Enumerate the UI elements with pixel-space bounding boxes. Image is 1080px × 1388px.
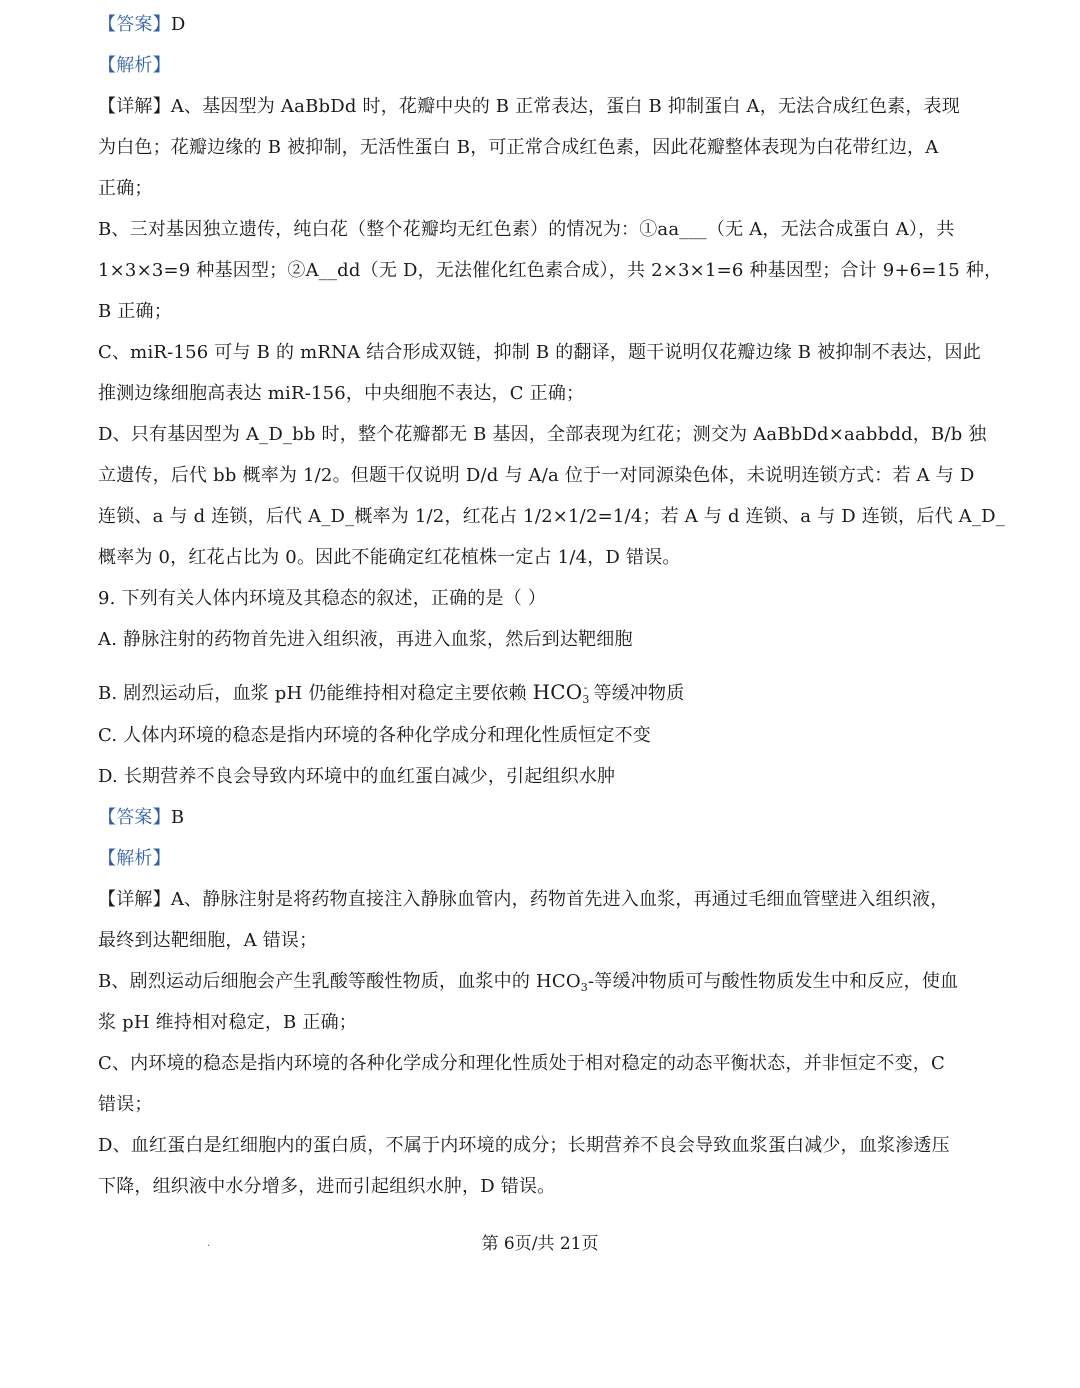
detail-text: C、miR-156 可与 B 的 mRNA 结合形成双链，抑制 B 的翻译，题干说明仅花瓣边缘 B 被抑制不表达，因此 bbox=[98, 342, 981, 363]
detail-text: D、血红蛋白是红细胞内的蛋白质，不属于内环境的成分；长期营养不良会导致血浆蛋白减少，血浆渗透压 bbox=[98, 1135, 950, 1156]
analysis-tag-2: 【解析】 bbox=[98, 848, 171, 869]
detail-tag: 【详解】 bbox=[98, 96, 171, 117]
detail-text: 错误； bbox=[98, 1094, 153, 1115]
detail-text: B、剧烈运动后细胞会产生乳酸等酸性物质，血浆中的 $HCO_3-$等缓冲物质可与酸性物质发生中和反应，使血 bbox=[98, 971, 959, 994]
analysis-tag-1: 【解析】 bbox=[98, 55, 171, 76]
stray-dot: . bbox=[207, 1238, 211, 1249]
detail-text: D、只有基因型为 A_D_bb 时，整个花瓣都无 B 基因，全部表现为红花；测交为 AaBbDd×aabbdd，B/b 独 bbox=[98, 424, 987, 445]
detail-text: B、三对基因独立遗传，纯白花（整个花瓣均无红色素）的情况为：①aa___（无 A，无法合成蛋白 A），共 bbox=[98, 219, 955, 240]
detail-text: 概率为 0，红花占比为 0。因此不能确定红花植株一定占 1/4，D 错误。 bbox=[98, 547, 681, 568]
page-number: 第 6页/共 21页 bbox=[481, 1234, 599, 1254]
detail-text: B 正确； bbox=[98, 301, 172, 322]
detail-text: C、内环境的稳态是指内环境的各种化学成分和理化性质处于相对稳定的动态平衡状态，并非恒定不变，C bbox=[98, 1053, 945, 1074]
detail-line-1: 【详解】A、基因型为 AaBbDd 时，花瓣中央的 B 正常表达，蛋白 B 抑制蛋白 A，无法合成红色素，表现 bbox=[98, 96, 960, 117]
detail-text: 最终到达靶细胞，A 错误； bbox=[98, 930, 318, 951]
answer-value: D bbox=[170, 14, 186, 35]
detail-text: 推测边缘细胞高表达 miR-156，中央细胞不表达，C 正确； bbox=[98, 383, 585, 404]
answer-line-1 bbox=[98, 12, 185, 38]
question-stem: 9. 下列有关人体内环境及其稳态的叙述，正确的是（ ） bbox=[98, 588, 547, 609]
detail-text: 下降，组织液中水分增多，进而引起组织水肿，D 错误。 bbox=[98, 1176, 556, 1197]
answer-line-2: 【答案】B bbox=[98, 807, 185, 828]
detail-text: 浆 pH 维持相对稳定，B 正确； bbox=[98, 1012, 358, 1033]
detail-text: 为白色；花瓣边缘的 B 被抑制，无活性蛋白 B，可正常合成红色素，因此花瓣整体表现为白花带红边，A bbox=[98, 137, 939, 158]
detail-text: 连锁、a 与 d 连锁，后代 A_D_概率为 1/2，红花占 1/2×1/2=1/4；若 A 与 d 连锁、a 与 D 连锁，后代 A_D_ bbox=[98, 506, 1005, 527]
detail-text: 正确； bbox=[98, 178, 153, 199]
detail-line-2: 【详解】A、静脉注射是将药物直接注入静脉血管内，药物首先进入血浆，再通过毛细血管壁进入组织液， bbox=[98, 889, 949, 910]
option-d: D. 长期营养不良会导致内环境中的血红蛋白减少，引起组织水肿 bbox=[98, 766, 616, 787]
option-b: B. 剧烈运动后，血浆 pH 仍能维持相对稳定主要依赖 $HCO_3^-$ 等缓冲物质 bbox=[98, 680, 685, 706]
answer-tag: 【答案】 bbox=[98, 14, 171, 35]
detail-text: 立遗传，后代 bb 概率为 1/2。但题干仅说明 D/d 与 A/a 位于一对同源染色体，未说明连锁方式：若 A 与 D bbox=[98, 465, 975, 486]
option-a: A. 静脉注射的药物首先进入组织液，再进入血浆，然后到达靶细胞 bbox=[98, 629, 633, 650]
detail-text: 1×3×3=9 种基因型；②A__dd（无 D，无法催化红色素合成），共 2×3×1=6 种基因型；合计 9+6=15 种， bbox=[98, 260, 1003, 281]
option-c: C. 人体内环境的稳态是指内环境的各种化学成分和理化性质恒定不变 bbox=[98, 725, 651, 746]
formula-hco3: $HCO_3^-$ bbox=[532, 680, 590, 706]
